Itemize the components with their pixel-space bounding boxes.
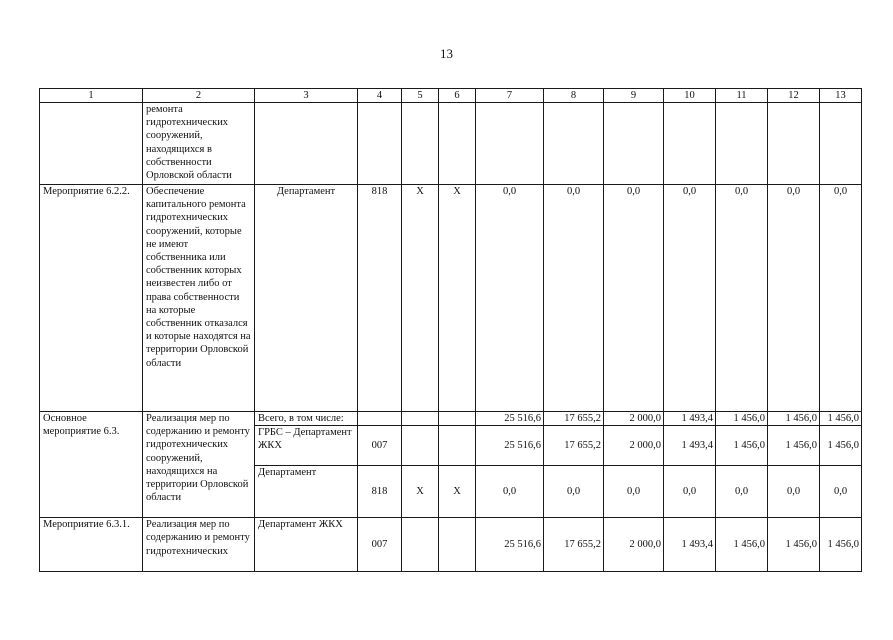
col-header-6: 6 (439, 89, 476, 103)
cell-empty (358, 103, 402, 185)
col-header-8: 8 (544, 89, 604, 103)
cell-value: 0,0 (664, 466, 716, 518)
cell-value: 1 456,0 (768, 426, 820, 466)
cell-empty (768, 103, 820, 185)
cell-executor: Департамент ЖКХ (255, 518, 358, 572)
page-number: 13 (440, 46, 453, 61)
col-header-1: 1 (40, 89, 143, 103)
cell-empty (402, 518, 439, 572)
cell-empty (402, 426, 439, 466)
col-header-12: 12 (768, 89, 820, 103)
cell-x: X (402, 466, 439, 518)
cell-value: 0,0 (544, 185, 604, 412)
cell-value: 0,0 (544, 466, 604, 518)
cell-name: Реализация мер по содержанию и ремонту гидротехнических сооружений, находящихся на территории Орловской области (143, 412, 255, 518)
budget-table (39, 88, 862, 572)
cell-empty (664, 103, 716, 185)
cell-value: 25 516,6 (476, 518, 544, 572)
cell-value: 1 456,0 (716, 412, 768, 426)
col-header-5: 5 (402, 89, 439, 103)
cell-value: 1 456,0 (716, 518, 768, 572)
cell-label: Мероприятие 6.2.2. (40, 185, 143, 412)
table-row-6-3-total (40, 412, 862, 426)
cell-value: 1 456,0 (768, 518, 820, 572)
cell-value: 1 456,0 (768, 412, 820, 426)
cell-value: 1 456,0 (820, 518, 862, 572)
cell-empty (820, 103, 862, 185)
col-header-7: 7 (476, 89, 544, 103)
cell-x: X (402, 185, 439, 412)
cell-value: 1 493,4 (664, 426, 716, 466)
cell-value: 0,0 (716, 185, 768, 412)
table-row-continuation (40, 103, 862, 185)
cell-value: 2 000,0 (604, 412, 664, 426)
cell-empty (544, 103, 604, 185)
cell-value: 0,0 (820, 466, 862, 518)
cell-x: X (439, 185, 476, 412)
cell-value: 17 655,2 (544, 518, 604, 572)
cell-value: 0,0 (476, 185, 544, 412)
cell-value: 0,0 (604, 466, 664, 518)
col-header-2: 2 (143, 89, 255, 103)
col-header-10: 10 (664, 89, 716, 103)
cell-value: 0,0 (716, 466, 768, 518)
cell-value: 0,0 (768, 185, 820, 412)
cell-code: 007 (358, 426, 402, 466)
cell-label: Мероприятие 6.3.1. (40, 518, 143, 572)
col-header-11: 11 (716, 89, 768, 103)
cell-label: Основное мероприятие 6.3. (40, 412, 143, 518)
cell-code: 818 (358, 185, 402, 412)
cell-code: 007 (358, 518, 402, 572)
col-header-9: 9 (604, 89, 664, 103)
cell-empty (604, 103, 664, 185)
cell-value: 0,0 (604, 185, 664, 412)
table-row-6-2-2 (40, 185, 862, 412)
cell-empty (476, 103, 544, 185)
cell-name: Реализация мер по содержанию и ремонту гидротехнических (143, 518, 255, 572)
cell-empty (439, 426, 476, 466)
cell-name: Обеспечение капитального ремонта гидротехнических сооружений, которые не имеют собственника или собственник которых неизвестен либо от права собственности на которые собственник отказался и которые находятся на территории Орловской области (143, 185, 255, 412)
cell-code: 818 (358, 466, 402, 518)
cell-value: 1 456,0 (716, 426, 768, 466)
cell-empty (439, 518, 476, 572)
cell-empty (255, 103, 358, 185)
cell-value: 1 493,4 (664, 412, 716, 426)
table-row-6-3-1 (40, 518, 862, 572)
cell-empty (716, 103, 768, 185)
cell-empty (439, 103, 476, 185)
cell-label (40, 103, 143, 185)
cell-value: 1 456,0 (820, 426, 862, 466)
col-header-13: 13 (820, 89, 862, 103)
cell-empty (439, 412, 476, 426)
cell-x: X (439, 466, 476, 518)
cell-value: 25 516,6 (476, 426, 544, 466)
col-header-4: 4 (358, 89, 402, 103)
cell-value: 17 655,2 (544, 426, 604, 466)
cell-value: 2 000,0 (604, 426, 664, 466)
cell-value: 25 516,6 (476, 412, 544, 426)
cell-value: 0,0 (768, 466, 820, 518)
cell-name: ремонта гидротехнических сооружений, находящихся в собственности Орловской области (143, 103, 255, 185)
cell-value: 2 000,0 (604, 518, 664, 572)
cell-executor: ГРБС – Департамент ЖКХ (255, 426, 358, 466)
header-row (40, 89, 862, 103)
cell-executor: Всего, в том числе: (255, 412, 358, 426)
cell-value: 0,0 (820, 185, 862, 412)
cell-executor: Департамент (255, 466, 358, 518)
cell-empty (402, 103, 439, 185)
cell-value: 1 456,0 (820, 412, 862, 426)
cell-value: 17 655,2 (544, 412, 604, 426)
cell-executor: Департамент (255, 185, 358, 412)
col-header-3: 3 (255, 89, 358, 103)
cell-empty (358, 412, 402, 426)
cell-value: 0,0 (664, 185, 716, 412)
cell-value: 0,0 (476, 466, 544, 518)
cell-value: 1 493,4 (664, 518, 716, 572)
cell-empty (402, 412, 439, 426)
